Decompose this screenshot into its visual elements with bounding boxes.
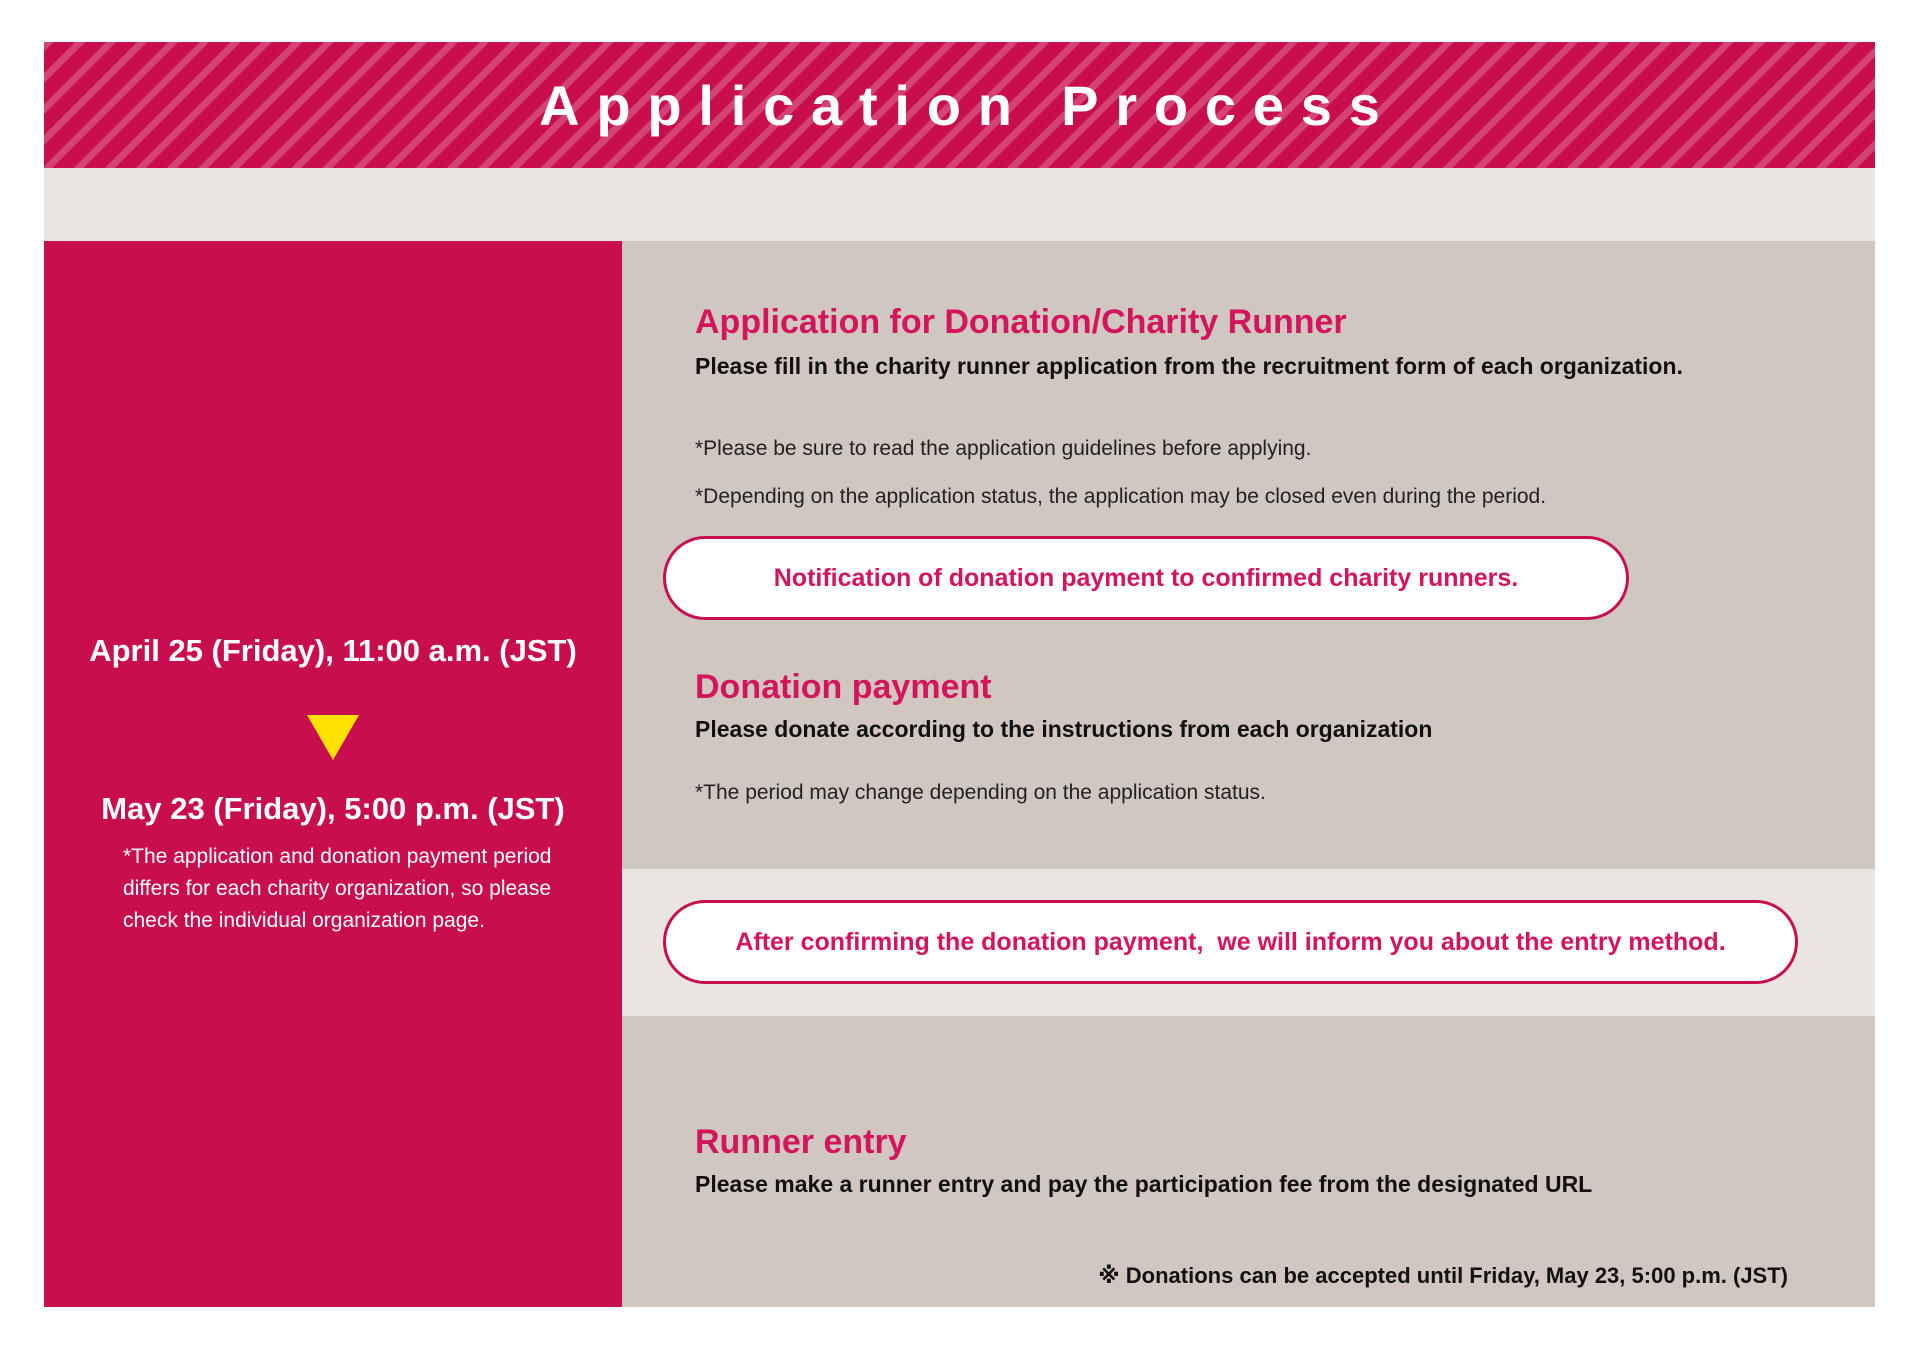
callout-notification: [663, 536, 1629, 620]
timeline-note-line: check the individual organization page.: [123, 909, 485, 932]
donation-deadline-note: ※ Donations can be accepted until Friday, May 23, 5:00 p.m. (JST): [1098, 1263, 1788, 1288]
application-start-date: April 25 (Friday), 11:00 a.m. (JST): [89, 633, 577, 668]
page-title: Application Process: [539, 73, 1397, 137]
callout-entry-method: [663, 900, 1798, 984]
step-note: *The period may change depending on the application status.: [695, 781, 1266, 804]
banner-sub-band: [44, 168, 1875, 241]
banner: [44, 42, 1875, 168]
timeline-note-line: differs for each charity organization, so please: [123, 877, 552, 900]
down-arrow-icon: [307, 715, 359, 760]
step-note: *Please be sure to read the application guidelines before applying.: [695, 437, 1312, 460]
step-note: *Depending on the application status, the application may be closed even during the period.: [695, 485, 1547, 508]
steps-panel: [622, 241, 1875, 1307]
application-end-date: May 23 (Friday), 5:00 p.m. (JST): [101, 791, 565, 826]
step-heading-runner-entry: Runner entry: [695, 1123, 907, 1161]
step-heading-application: Application for Donation/Charity Runner: [695, 303, 1347, 341]
timeline-panel: [44, 241, 622, 1307]
step-body-runner-entry: Please make a runner entry and pay the participation fee from the designated URL: [695, 1171, 1593, 1197]
content-area: [44, 241, 1875, 1307]
timeline-note: [123, 841, 593, 937]
callout-notification-label: Notification of donation payment to confirmed charity runners.: [773, 563, 1519, 592]
step-heading-donation: Donation payment: [695, 668, 992, 706]
timeline-note-line: *The application and donation payment period: [123, 845, 552, 868]
step-body-application: Please fill in the charity runner application from the recruitment form of each organization.: [695, 353, 1683, 379]
callout-entry-method-label: After confirming the donation payment, we will inform you about the entry method.: [735, 927, 1726, 956]
step-body-donation: Please donate according to the instructions from each organization: [695, 716, 1433, 742]
